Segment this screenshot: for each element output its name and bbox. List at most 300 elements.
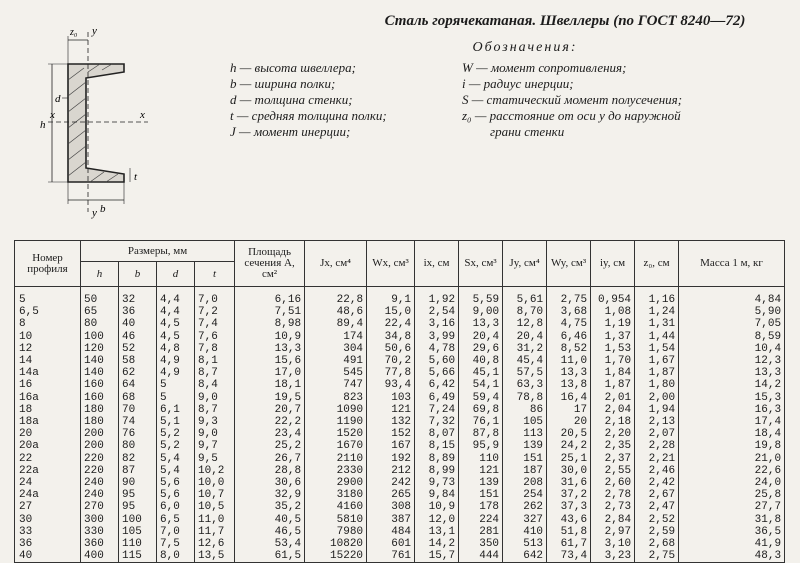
cell-jy: 187 — [503, 465, 547, 477]
cell-b: 64 — [119, 379, 157, 391]
cell-area: 17,0 — [235, 367, 305, 379]
cell-h: 200 — [81, 428, 119, 440]
legend-item: z₀ — расстояние от оси y до наружной — [462, 108, 681, 123]
cell-sx: 20,4 — [459, 331, 503, 343]
cell-iy: 1,70 — [591, 355, 635, 367]
cell-jx: 823 — [305, 392, 367, 404]
cell-wy: 20,5 — [547, 428, 591, 440]
cell-t: 10,0 — [195, 477, 235, 489]
cell-area: 26,7 — [235, 453, 305, 465]
cell-iy: 2,37 — [591, 453, 635, 465]
table-row — [15, 355, 785, 367]
cell-d: 4,8 — [157, 343, 195, 355]
table-row — [15, 550, 785, 563]
cell-b: 46 — [119, 331, 157, 343]
cell-t: 11,7 — [195, 526, 235, 538]
cell-number: 18а — [15, 416, 81, 428]
cell-d: 5 — [157, 392, 195, 404]
cell-jx: 491 — [305, 355, 367, 367]
cell-sx: 281 — [459, 526, 503, 538]
cell-iy: 1,37 — [591, 331, 635, 343]
cell-wy: 43,6 — [547, 514, 591, 526]
cell-jy: 12,8 — [503, 318, 547, 330]
cell-b: 95 — [119, 501, 157, 513]
legend-item: S — статический момент полусечения; — [462, 92, 683, 107]
cell-ix: 8,07 — [415, 428, 459, 440]
cell-b: 105 — [119, 526, 157, 538]
cell-wy: 37,2 — [547, 489, 591, 501]
cell-area: 40,5 — [235, 514, 305, 526]
cell-wy: 20 — [547, 416, 591, 428]
cell-sx: 224 — [459, 514, 503, 526]
cell-ix: 7,24 — [415, 404, 459, 416]
cell-sx: 29,6 — [459, 343, 503, 355]
cell-number: 40 — [15, 550, 81, 563]
cell-z0: 2,75 — [635, 550, 679, 563]
cell-z0: 2,47 — [635, 501, 679, 513]
cell-jx: 3180 — [305, 489, 367, 501]
cell-ix: 3,16 — [415, 318, 459, 330]
cell-number: 10 — [15, 331, 81, 343]
cell-ix: 1,92 — [415, 287, 459, 307]
cell-z0: 1,31 — [635, 318, 679, 330]
legend-item: d — толщина стенки; — [230, 92, 353, 107]
cell-sx: 178 — [459, 501, 503, 513]
cell-t: 8,7 — [195, 404, 235, 416]
cell-jy: 139 — [503, 440, 547, 452]
cell-ix: 4,78 — [415, 343, 459, 355]
cell-d: 4,5 — [157, 331, 195, 343]
cell-wx: 152 — [367, 428, 415, 440]
cell-d: 4,4 — [157, 306, 195, 318]
cell-mass: 10,4 — [679, 343, 785, 355]
cell-area: 35,2 — [235, 501, 305, 513]
cell-h: 200 — [81, 440, 119, 452]
cell-number: 27 — [15, 501, 81, 513]
cell-mass: 14,2 — [679, 379, 785, 391]
cell-ix: 9,84 — [415, 489, 459, 501]
cell-wx: 22,4 — [367, 318, 415, 330]
cell-z0: 2,07 — [635, 428, 679, 440]
cell-z0: 1,80 — [635, 379, 679, 391]
cell-jx: 5810 — [305, 514, 367, 526]
table-row — [15, 343, 785, 355]
legend-item: W — момент сопротивления; — [462, 60, 627, 75]
cell-z0: 1,67 — [635, 355, 679, 367]
cell-jy: 262 — [503, 501, 547, 513]
cell-h: 80 — [81, 318, 119, 330]
h-label: h — [40, 119, 46, 131]
cell-h: 400 — [81, 550, 119, 563]
cell-number: 5 — [15, 287, 81, 307]
cell-h: 65 — [81, 306, 119, 318]
cell-wy: 24,2 — [547, 440, 591, 452]
cell-mass: 19,8 — [679, 440, 785, 452]
page-title: Сталь горячекатаная. Швеллеры (по ГОСТ 8240—72) — [384, 13, 746, 29]
cell-t: 9,0 — [195, 428, 235, 440]
cell-iy: 2,04 — [591, 404, 635, 416]
cell-ix: 8,89 — [415, 453, 459, 465]
cell-area: 20,7 — [235, 404, 305, 416]
cell-b: 110 — [119, 538, 157, 550]
cell-iy: 2,18 — [591, 416, 635, 428]
cell-wx: 15,0 — [367, 306, 415, 318]
cell-jy: 105 — [503, 416, 547, 428]
legend-item: t — средняя толщина полки; — [230, 108, 387, 123]
header-d: d — [157, 262, 195, 287]
cell-mass: 22,6 — [679, 465, 785, 477]
z0-label: z₀ — [70, 27, 78, 38]
cell-wy: 3,68 — [547, 306, 591, 318]
cell-wy: 37,3 — [547, 501, 591, 513]
cell-number: 30 — [15, 514, 81, 526]
legend-item: грани стенки — [490, 124, 565, 139]
cell-jy: 642 — [503, 550, 547, 563]
header-wy: Wy, см³ — [547, 241, 591, 287]
cell-number: 8 — [15, 318, 81, 330]
cell-ix: 8,15 — [415, 440, 459, 452]
cell-b: 80 — [119, 440, 157, 452]
cell-mass: 21,0 — [679, 453, 785, 465]
cell-mass: 48,3 — [679, 550, 785, 563]
cell-iy: 2,35 — [591, 440, 635, 452]
cell-sx: 54,1 — [459, 379, 503, 391]
cell-d: 5,6 — [157, 477, 195, 489]
header-wx: Wx, см³ — [367, 241, 415, 287]
cell-t: 9,3 — [195, 416, 235, 428]
cell-sx: 110 — [459, 453, 503, 465]
cell-d: 5,4 — [157, 453, 195, 465]
cell-jx: 2900 — [305, 477, 367, 489]
cell-wx: 93,4 — [367, 379, 415, 391]
cell-area: 7,51 — [235, 306, 305, 318]
cell-wx: 387 — [367, 514, 415, 526]
table-row — [15, 428, 785, 440]
cell-t: 7,0 — [195, 287, 235, 307]
cell-d: 6,5 — [157, 514, 195, 526]
cell-sx: 13,3 — [459, 318, 503, 330]
y-axis-bottom-label: y — [92, 207, 97, 219]
cell-sx: 40,8 — [459, 355, 503, 367]
cell-t: 7,6 — [195, 331, 235, 343]
cell-b: 74 — [119, 416, 157, 428]
cell-jx: 2110 — [305, 453, 367, 465]
table-row — [15, 526, 785, 538]
cell-wy: 16,4 — [547, 392, 591, 404]
cell-t: 10,2 — [195, 465, 235, 477]
cell-ix: 6,49 — [415, 392, 459, 404]
cell-number: 12 — [15, 343, 81, 355]
table-row — [15, 538, 785, 550]
cell-iy: 2,20 — [591, 428, 635, 440]
cell-number: 22 — [15, 453, 81, 465]
cell-mass: 36,5 — [679, 526, 785, 538]
y-axis-top-label: y — [92, 25, 97, 37]
cell-iy: 1,53 — [591, 343, 635, 355]
cell-wy: 51,8 — [547, 526, 591, 538]
cell-h: 140 — [81, 367, 119, 379]
cell-sx: 76,1 — [459, 416, 503, 428]
table-row — [15, 416, 785, 428]
cell-z0: 1,54 — [635, 343, 679, 355]
cell-jy: 327 — [503, 514, 547, 526]
cell-wx: 601 — [367, 538, 415, 550]
cell-h: 360 — [81, 538, 119, 550]
cell-wx: 484 — [367, 526, 415, 538]
cell-b: 90 — [119, 477, 157, 489]
cell-b: 58 — [119, 355, 157, 367]
cell-jx: 7980 — [305, 526, 367, 538]
cell-jy: 410 — [503, 526, 547, 538]
legend-item: i — радиус инерции; — [462, 76, 574, 91]
cell-jy: 5,61 — [503, 287, 547, 307]
d-label: d — [55, 93, 61, 105]
cell-jx: 174 — [305, 331, 367, 343]
cell-sx: 95,9 — [459, 440, 503, 452]
cell-b: 82 — [119, 453, 157, 465]
cell-mass: 12,3 — [679, 355, 785, 367]
table-row — [15, 477, 785, 489]
cell-b: 100 — [119, 514, 157, 526]
cell-mass: 27,7 — [679, 501, 785, 513]
cell-ix: 8,99 — [415, 465, 459, 477]
cell-d: 5,1 — [157, 416, 195, 428]
cell-jx: 1090 — [305, 404, 367, 416]
cell-iy: 2,84 — [591, 514, 635, 526]
cell-jx: 1520 — [305, 428, 367, 440]
cell-t: 7,8 — [195, 343, 235, 355]
cell-h: 240 — [81, 489, 119, 501]
cell-d: 8,0 — [157, 550, 195, 563]
cell-z0: 1,16 — [635, 287, 679, 307]
cell-h: 50 — [81, 287, 119, 307]
x-axis-left-label: x — [50, 109, 55, 121]
table-row — [15, 489, 785, 501]
cell-mass: 13,3 — [679, 367, 785, 379]
cell-d: 5,2 — [157, 428, 195, 440]
cell-iy: 1,84 — [591, 367, 635, 379]
cell-wy: 30,0 — [547, 465, 591, 477]
cell-sx: 444 — [459, 550, 503, 563]
cell-h: 220 — [81, 453, 119, 465]
cell-jx: 545 — [305, 367, 367, 379]
cell-z0: 2,67 — [635, 489, 679, 501]
cell-sx: 350 — [459, 538, 503, 550]
cell-jy: 20,4 — [503, 331, 547, 343]
cell-area: 46,5 — [235, 526, 305, 538]
cell-iy: 1,87 — [591, 379, 635, 391]
cell-area: 30,6 — [235, 477, 305, 489]
cell-iy: 2,73 — [591, 501, 635, 513]
cell-mass: 25,8 — [679, 489, 785, 501]
x-axis-right-label: x — [140, 109, 145, 121]
legend-left — [230, 60, 440, 140]
cell-ix: 7,32 — [415, 416, 459, 428]
cell-ix: 10,9 — [415, 501, 459, 513]
cell-area: 13,3 — [235, 343, 305, 355]
cell-z0: 2,21 — [635, 453, 679, 465]
cell-area: 28,8 — [235, 465, 305, 477]
cell-t: 9,7 — [195, 440, 235, 452]
cell-jx: 4160 — [305, 501, 367, 513]
table-row — [15, 287, 785, 307]
cell-wx: 103 — [367, 392, 415, 404]
cell-jy: 45,4 — [503, 355, 547, 367]
legend-item: J — момент инерции; — [230, 124, 351, 139]
cell-mass: 4,84 — [679, 287, 785, 307]
cell-b: 70 — [119, 404, 157, 416]
cell-wx: 121 — [367, 404, 415, 416]
cell-jy: 86 — [503, 404, 547, 416]
cell-wy: 17 — [547, 404, 591, 416]
table-row — [15, 453, 785, 465]
cell-b: 32 — [119, 287, 157, 307]
cell-h: 100 — [81, 331, 119, 343]
cell-iy: 1,19 — [591, 318, 635, 330]
cell-jx: 304 — [305, 343, 367, 355]
cell-t: 7,2 — [195, 306, 235, 318]
channel-table — [14, 240, 785, 563]
cell-jy: 151 — [503, 453, 547, 465]
cell-area: 23,4 — [235, 428, 305, 440]
cell-iy: 1,08 — [591, 306, 635, 318]
header-mass: Масса 1 м, кг — [679, 241, 785, 287]
table-row — [15, 465, 785, 477]
cell-h: 240 — [81, 477, 119, 489]
cell-h: 120 — [81, 343, 119, 355]
cell-sx: 5,59 — [459, 287, 503, 307]
cell-iy: 0,954 — [591, 287, 635, 307]
cell-number: 22а — [15, 465, 81, 477]
cell-t: 10,5 — [195, 501, 235, 513]
cell-h: 300 — [81, 514, 119, 526]
table-row — [15, 306, 785, 318]
cell-wx: 50,6 — [367, 343, 415, 355]
header-iy: iy, см — [591, 241, 635, 287]
table-body — [15, 287, 785, 563]
cell-h: 140 — [81, 355, 119, 367]
cell-jy: 57,5 — [503, 367, 547, 379]
cell-jx: 2330 — [305, 465, 367, 477]
cell-b: 40 — [119, 318, 157, 330]
cell-t: 8,4 — [195, 379, 235, 391]
cell-wx: 77,8 — [367, 367, 415, 379]
cell-jx: 1190 — [305, 416, 367, 428]
cell-wy: 13,3 — [547, 367, 591, 379]
cell-mass: 31,8 — [679, 514, 785, 526]
header-ix: ix, см — [415, 241, 459, 287]
cell-number: 18 — [15, 404, 81, 416]
cell-wx: 265 — [367, 489, 415, 501]
cell-t: 12,6 — [195, 538, 235, 550]
cell-d: 4,5 — [157, 318, 195, 330]
cell-area: 19,5 — [235, 392, 305, 404]
cell-z0: 2,28 — [635, 440, 679, 452]
cell-sx: 87,8 — [459, 428, 503, 440]
cell-iy: 3,10 — [591, 538, 635, 550]
cell-number: 24а — [15, 489, 81, 501]
cell-jy: 63,3 — [503, 379, 547, 391]
legend-right — [462, 60, 782, 140]
cell-area: 25,2 — [235, 440, 305, 452]
header-jy: Jy, см⁴ — [503, 241, 547, 287]
cell-area: 53,4 — [235, 538, 305, 550]
cell-sx: 69,8 — [459, 404, 503, 416]
b-label: b — [100, 203, 106, 215]
cell-number: 14а — [15, 367, 81, 379]
cell-t: 9,0 — [195, 392, 235, 404]
header-t: t — [195, 262, 235, 287]
cell-b: 87 — [119, 465, 157, 477]
cell-jy: 113 — [503, 428, 547, 440]
cell-jy: 513 — [503, 538, 547, 550]
cell-mass: 15,3 — [679, 392, 785, 404]
cell-ix: 12,0 — [415, 514, 459, 526]
cell-ix: 14,2 — [415, 538, 459, 550]
cell-b: 52 — [119, 343, 157, 355]
cell-b: 68 — [119, 392, 157, 404]
cell-iy: 2,78 — [591, 489, 635, 501]
cell-ix: 5,66 — [415, 367, 459, 379]
table-row — [15, 404, 785, 416]
cell-iy: 2,60 — [591, 477, 635, 489]
cell-h: 330 — [81, 526, 119, 538]
table-row — [15, 331, 785, 343]
cell-wx: 212 — [367, 465, 415, 477]
cell-b: 62 — [119, 367, 157, 379]
table-row — [15, 367, 785, 379]
cell-wx: 761 — [367, 550, 415, 563]
cell-d: 6,1 — [157, 404, 195, 416]
cell-z0: 2,42 — [635, 477, 679, 489]
cell-wx: 132 — [367, 416, 415, 428]
cell-b: 95 — [119, 489, 157, 501]
cell-jy: 31,2 — [503, 343, 547, 355]
cell-ix: 2,54 — [415, 306, 459, 318]
cell-iy: 2,01 — [591, 392, 635, 404]
cell-number: 20 — [15, 428, 81, 440]
cell-sx: 59,4 — [459, 392, 503, 404]
header-z0: z₀, см — [635, 241, 679, 287]
cell-wy: 31,6 — [547, 477, 591, 489]
cell-sx: 151 — [459, 489, 503, 501]
cell-iy: 2,55 — [591, 465, 635, 477]
cell-area: 32,9 — [235, 489, 305, 501]
cell-mass: 8,59 — [679, 331, 785, 343]
cell-number: 33 — [15, 526, 81, 538]
cell-number: 16а — [15, 392, 81, 404]
cell-d: 4,4 — [157, 287, 195, 307]
cell-b: 36 — [119, 306, 157, 318]
cell-d: 7,0 — [157, 526, 195, 538]
cell-z0: 1,44 — [635, 331, 679, 343]
cell-jx: 1670 — [305, 440, 367, 452]
cell-z0: 2,13 — [635, 416, 679, 428]
legend-item: h — высота швеллера; — [230, 60, 356, 75]
cell-iy: 2,97 — [591, 526, 635, 538]
header-area: Площадь сечения A, см² — [235, 241, 305, 287]
cell-mass: 41,9 — [679, 538, 785, 550]
cell-z0: 2,59 — [635, 526, 679, 538]
cell-mass: 18,4 — [679, 428, 785, 440]
cell-mass: 16,3 — [679, 404, 785, 416]
cell-jx: 89,4 — [305, 318, 367, 330]
table-row — [15, 501, 785, 513]
cell-area: 6,16 — [235, 287, 305, 307]
cell-sx: 121 — [459, 465, 503, 477]
cell-number: 16 — [15, 379, 81, 391]
cell-area: 61,5 — [235, 550, 305, 563]
